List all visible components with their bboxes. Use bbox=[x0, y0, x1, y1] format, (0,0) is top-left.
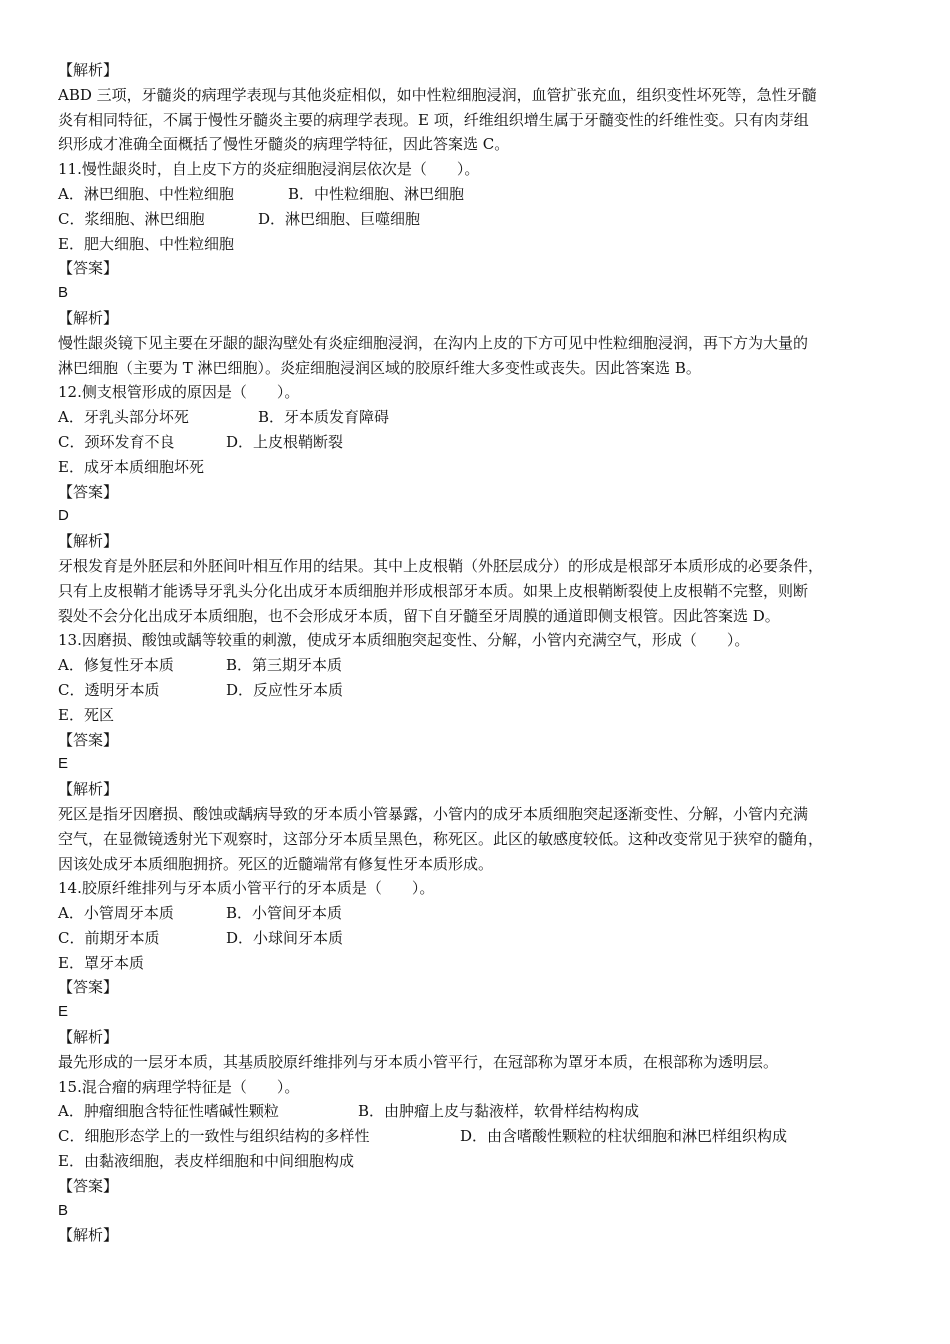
analysis-paragraph bbox=[58, 331, 894, 381]
option-d: D．反应性牙本质 bbox=[226, 680, 344, 699]
paragraph-line: 因该处成牙本质细胞拥挤。死区的近髓端常有修复性牙本质形成。 bbox=[58, 854, 494, 873]
question-stem: 15.混合瘤的病理学特征是（ ）。 bbox=[58, 1077, 300, 1096]
option-c: C．颈环发育不良 bbox=[58, 432, 175, 451]
paragraph-line: ABD 三项，牙髓炎的病理学表现与其他炎症相似，如中性粒细胞浸润，血管扩张充血，组织变性坏死等，急性牙髓 bbox=[58, 85, 817, 104]
option-e: E．罩牙本质 bbox=[58, 953, 144, 972]
question-stem: 14.胶原纤维排列与牙本质小管平行的牙本质是（ ）。 bbox=[58, 879, 435, 898]
answer-label: 【答案】 bbox=[58, 482, 119, 501]
option-a: A．牙乳头部分坏死 bbox=[58, 408, 189, 427]
paragraph-line: 最先形成的一层牙本质，其基质胶原纤维排列与牙本质小管平行，在冠部称为罩牙本质，在根部称为透明层。 bbox=[58, 1052, 779, 1071]
analysis-label: 【解析】 bbox=[58, 1028, 119, 1047]
options-row bbox=[58, 430, 894, 455]
option-b: B．小管间牙本质 bbox=[226, 904, 343, 923]
question-stem: 11.慢性龈炎时，自上皮下方的炎症细胞浸润层依次是（ ）。 bbox=[58, 160, 480, 179]
option-d: D．淋巴细胞、巨噬细胞 bbox=[258, 209, 421, 228]
paragraph-line: 慢性龈炎镜下见主要在牙龈的龈沟壁处有炎症细胞浸润，在沟内上皮的下方可见中性粒细胞浸润，再下方为大量的 bbox=[58, 333, 809, 352]
analysis-label: 【解析】 bbox=[58, 532, 119, 551]
option-a: A．修复性牙本质 bbox=[58, 656, 174, 675]
options-row bbox=[58, 405, 894, 430]
answer-label: 【答案】 bbox=[58, 978, 119, 997]
question-stem: 12.侧支根管形成的原因是（ ）。 bbox=[58, 383, 300, 402]
paragraph-line: 织形成才准确全面概括了慢性牙髓炎的病理学特征，因此答案选 C。 bbox=[58, 135, 510, 154]
option-c: C．细胞形态学上的一致性与组织结构的多样性 bbox=[58, 1127, 370, 1146]
options-row bbox=[58, 653, 894, 678]
answer-value: B bbox=[58, 1201, 69, 1219]
answer-value: D bbox=[58, 507, 69, 525]
analysis-label: 【解析】 bbox=[58, 1226, 119, 1245]
option-b: B．中性粒细胞、淋巴细胞 bbox=[288, 184, 465, 203]
option-a: A．淋巴细胞、中性粒细胞 bbox=[58, 184, 234, 203]
option-e: E．成牙本质细胞坏死 bbox=[58, 457, 204, 476]
options-row bbox=[58, 901, 894, 926]
answer-label: 【答案】 bbox=[58, 259, 119, 278]
option-d: D．小球间牙本质 bbox=[226, 928, 344, 947]
option-e: E．死区 bbox=[58, 705, 114, 724]
answer-value: E bbox=[58, 755, 69, 773]
answer-value: E bbox=[58, 1003, 69, 1021]
option-c: C．透明牙本质 bbox=[58, 680, 160, 699]
paragraph-line: 牙根发育是外胚层和外胚间叶相互作用的结果。其中上皮根鞘（外胚层成分）的形成是根部牙本质形成的必要条件， bbox=[58, 556, 824, 575]
analysis-paragraph bbox=[58, 1050, 894, 1075]
answer-value: B bbox=[58, 284, 69, 302]
paragraph-line: 淋巴细胞（主要为 T 淋巴细胞）。炎症细胞浸润区域的胶原纤维大多变性或丧失。因此答案选 B。 bbox=[58, 358, 701, 377]
paragraph-line: 空气，在显微镜透射光下观察时，这部分牙本质呈黑色，称死区。此区的敏感度较低。这种改变常见于狭窄的髓角， bbox=[58, 829, 824, 848]
option-e: E．由黏液细胞，表皮样细胞和中间细胞构成 bbox=[58, 1152, 354, 1171]
option-a: A．小管周牙本质 bbox=[58, 904, 174, 923]
option-d: D．由含嗜酸性颗粒的柱状细胞和淋巴样组织构成 bbox=[460, 1127, 788, 1146]
options-row bbox=[58, 182, 894, 207]
analysis-label: 【解析】 bbox=[58, 61, 119, 79]
option-a: A．肿瘤细胞含特征性嗜碱性颗粒 bbox=[58, 1102, 279, 1121]
option-c: C．前期牙本质 bbox=[58, 928, 160, 947]
options-row bbox=[58, 678, 894, 703]
question-stem: 13.因磨损、酸蚀或龋等较重的刺激，使成牙本质细胞突起变性、分解，小管内充满空气，形成（ ）。 bbox=[58, 631, 750, 650]
option-d: D．上皮根鞘断裂 bbox=[226, 432, 344, 451]
answer-label: 【答案】 bbox=[58, 730, 119, 749]
option-b: B．牙本质发育障碍 bbox=[258, 408, 390, 427]
analysis-paragraph bbox=[58, 554, 894, 628]
paragraph-line: 只有上皮根鞘才能诱导牙乳头分化出成牙本质细胞并形成根部牙本质。如果上皮根鞘断裂使上皮根鞘不完整，则断 bbox=[58, 581, 809, 600]
analysis-paragraph bbox=[58, 83, 894, 157]
option-c: C．浆细胞、淋巴细胞 bbox=[58, 209, 205, 228]
analysis-label: 【解析】 bbox=[58, 780, 119, 799]
options-row bbox=[58, 1099, 894, 1124]
analysis-label: 【解析】 bbox=[58, 308, 119, 327]
option-b: B．由肿瘤上皮与黏液样，软骨样结构构成 bbox=[358, 1102, 640, 1121]
paragraph-line: 裂处不会分化出成牙本质细胞，也不会形成牙本质，留下自牙髓至牙周膜的通道即侧支根管。因此答案选 D。 bbox=[58, 606, 780, 625]
options-row bbox=[58, 1124, 894, 1149]
analysis-paragraph bbox=[58, 802, 894, 876]
option-b: B．第三期牙本质 bbox=[226, 656, 343, 675]
paragraph-line: 炎有相同特征，不属于慢性牙髓炎主要的病理学表现。E 项，纤维组织增生属于牙髓变性的纤维性变。只有肉芽组 bbox=[58, 110, 809, 129]
option-e: E．肥大细胞、中性粒细胞 bbox=[58, 234, 234, 253]
answer-label: 【答案】 bbox=[58, 1176, 119, 1195]
paragraph-line: 死区是指牙因磨损、酸蚀或龋病导致的牙本质小管暴露，小管内的成牙本质细胞突起逐渐变性、分解，小管内充满 bbox=[58, 804, 809, 823]
options-row bbox=[58, 926, 894, 951]
options-row bbox=[58, 207, 894, 232]
